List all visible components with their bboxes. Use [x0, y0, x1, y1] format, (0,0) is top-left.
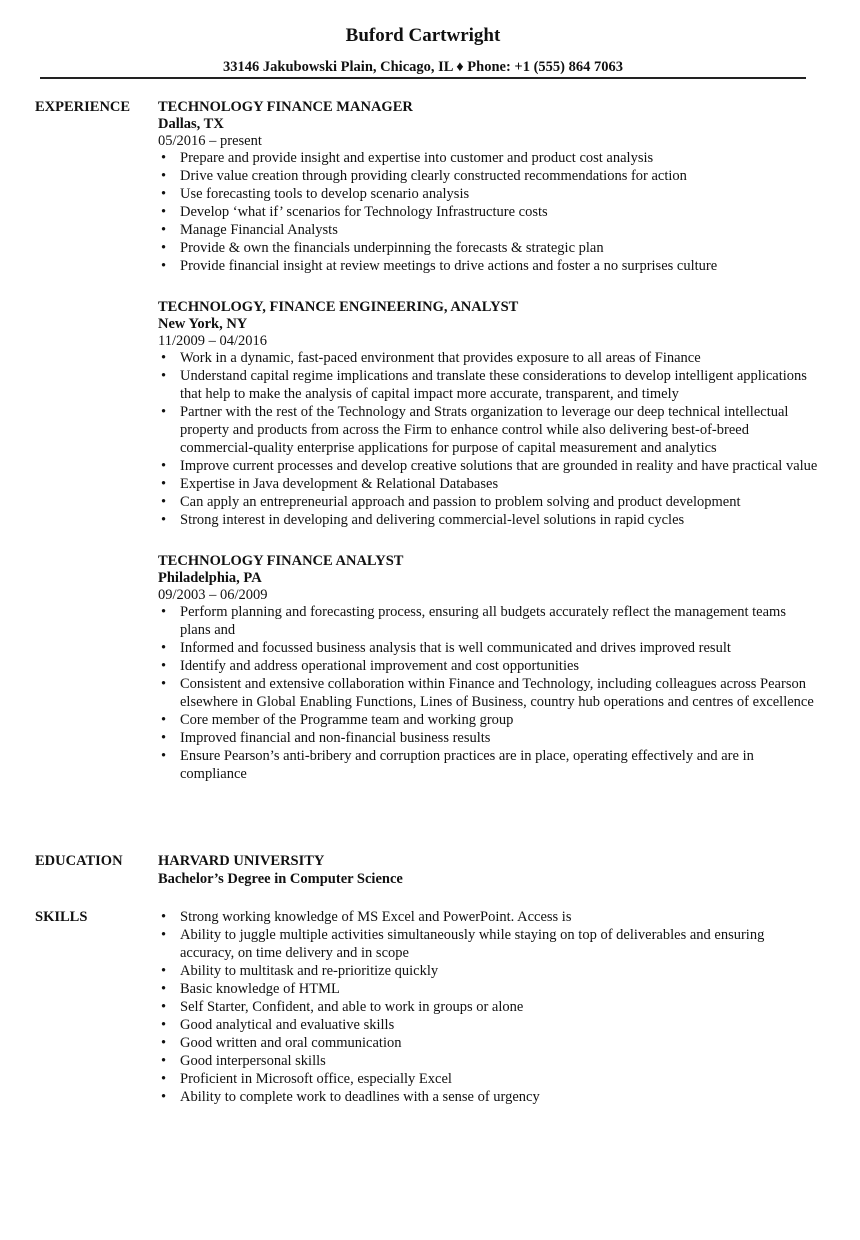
skill-item: • Good analytical and evaluative skills: [158, 1016, 818, 1034]
skill-item: • Proficient in Microsoft office, especially Excel: [158, 1070, 818, 1088]
bullet-item: • Improved financial and non-financial business results: [158, 729, 818, 747]
job-title: TECHNOLOGY, FINANCE ENGINEERING, ANALYST: [158, 299, 519, 315]
bullet-item: • Prepare and provide insight and expertise into customer and product cost analysis: [158, 149, 818, 167]
bullet-item: • Provide & own the financials underpinning the forecasts & strategic plan: [158, 239, 818, 257]
skill-item: • Strong working knowledge of MS Excel and PowerPoint. Access is: [158, 908, 818, 926]
job-bullets: [158, 149, 818, 275]
education-section: [158, 852, 818, 888]
bullet-item: • Improve current processes and develop creative solutions that are grounded in reality and have practical value: [158, 457, 818, 475]
job-dates: 09/2003 – 06/2009: [158, 587, 268, 603]
skill-item: • Basic knowledge of HTML: [158, 980, 818, 998]
job-location: Philadelphia, PA: [158, 570, 262, 586]
bullet-item: • Expertise in Java development & Relational Databases: [158, 475, 818, 493]
bullet-item: • Drive value creation through providing clearly constructed recommendations for action: [158, 167, 818, 185]
contact-line: 33146 Jakubowski Plain, Chicago, IL ♦ Phone: +1 (555) 864 7063: [223, 59, 623, 75]
header-divider: [40, 77, 806, 79]
experience-section-label: EXPERIENCE: [35, 99, 131, 115]
skills-section-label: SKILLS: [35, 909, 88, 925]
education-section-label: EDUCATION: [35, 853, 123, 869]
school-name: HARVARD UNIVERSITY: [158, 853, 325, 869]
bullet-item: • Informed and focussed business analysis that is well communicated and drives improved result: [158, 639, 818, 657]
job-entry: [158, 98, 818, 275]
job-entry: [158, 298, 818, 529]
bullet-item: • Work in a dynamic, fast-paced environment that provides exposure to all areas of Finance: [158, 349, 818, 367]
job-title: TECHNOLOGY FINANCE MANAGER: [158, 99, 413, 115]
bullet-item: • Manage Financial Analysts: [158, 221, 818, 239]
skills-list: [158, 908, 818, 1106]
bullet-item: • Consistent and extensive collaboration within Finance and Technology, including colleagues across Pearson elsewhere in Global Enabling Functions, Lines of Business, country hub operations and centres of excellence: [158, 675, 818, 711]
skill-item: • Ability to juggle multiple activities simultaneously while staying on top of deliverables and ensuring accuracy, on time delivery and in scope: [158, 926, 818, 962]
bullet-item: • Use forecasting tools to develop scenario analysis: [158, 185, 818, 203]
bullet-item: • Perform planning and forecasting process, ensuring all budgets accurately reflect the management teams plans and: [158, 603, 818, 639]
bullet-item: • Develop ‘what if’ scenarios for Technology Infrastructure costs: [158, 203, 818, 221]
skill-item: • Self Starter, Confident, and able to work in groups or alone: [158, 998, 818, 1016]
skills-section: [158, 908, 818, 1106]
bullet-item: • Partner with the rest of the Technology and Strats organization to leverage our deep technical intellectual property and products from across the Firm to enhance control while also delivering best-of-breed commercial-quality enterprise applications for purpose of capital measurement and analytics: [158, 403, 818, 457]
job-dates: 11/2009 – 04/2016: [158, 333, 268, 349]
job-bullets: [158, 349, 818, 529]
job-bullets: [158, 603, 818, 783]
job-location: New York, NY: [158, 316, 248, 332]
job-title: TECHNOLOGY FINANCE ANALYST: [158, 553, 404, 569]
skill-item: • Ability to complete work to deadlines with a sense of urgency: [158, 1088, 818, 1106]
skill-item: • Good interpersonal skills: [158, 1052, 818, 1070]
bullet-item: • Ensure Pearson’s anti-bribery and corruption practices are in place, operating effectively and are in compliance: [158, 747, 818, 783]
experience-section: [158, 98, 818, 806]
job-location: Dallas, TX: [158, 116, 224, 132]
bullet-item: • Core member of the Programme team and working group: [158, 711, 818, 729]
skill-item: • Good written and oral communication: [158, 1034, 818, 1052]
degree: Bachelor’s Degree in Computer Science: [158, 871, 403, 887]
job-entry: [158, 552, 818, 783]
candidate-name: Buford Cartwright: [345, 25, 501, 46]
skill-item: • Ability to multitask and re-prioritize quickly: [158, 962, 818, 980]
bullet-item: • Understand capital regime implications and translate these considerations to develop intelligent applications that help to make the analysis of capital impact more accurate, transparent, and timely: [158, 367, 818, 403]
job-dates: 05/2016 – present: [158, 133, 262, 149]
bullet-item: • Provide financial insight at review meetings to drive actions and foster a no surprises culture: [158, 257, 818, 275]
bullet-item: • Strong interest in developing and delivering commercial-level solutions in rapid cycles: [158, 511, 818, 529]
bullet-item: • Can apply an entrepreneurial approach and passion to problem solving and product development: [158, 493, 818, 511]
bullet-item: • Identify and address operational improvement and cost opportunities: [158, 657, 818, 675]
